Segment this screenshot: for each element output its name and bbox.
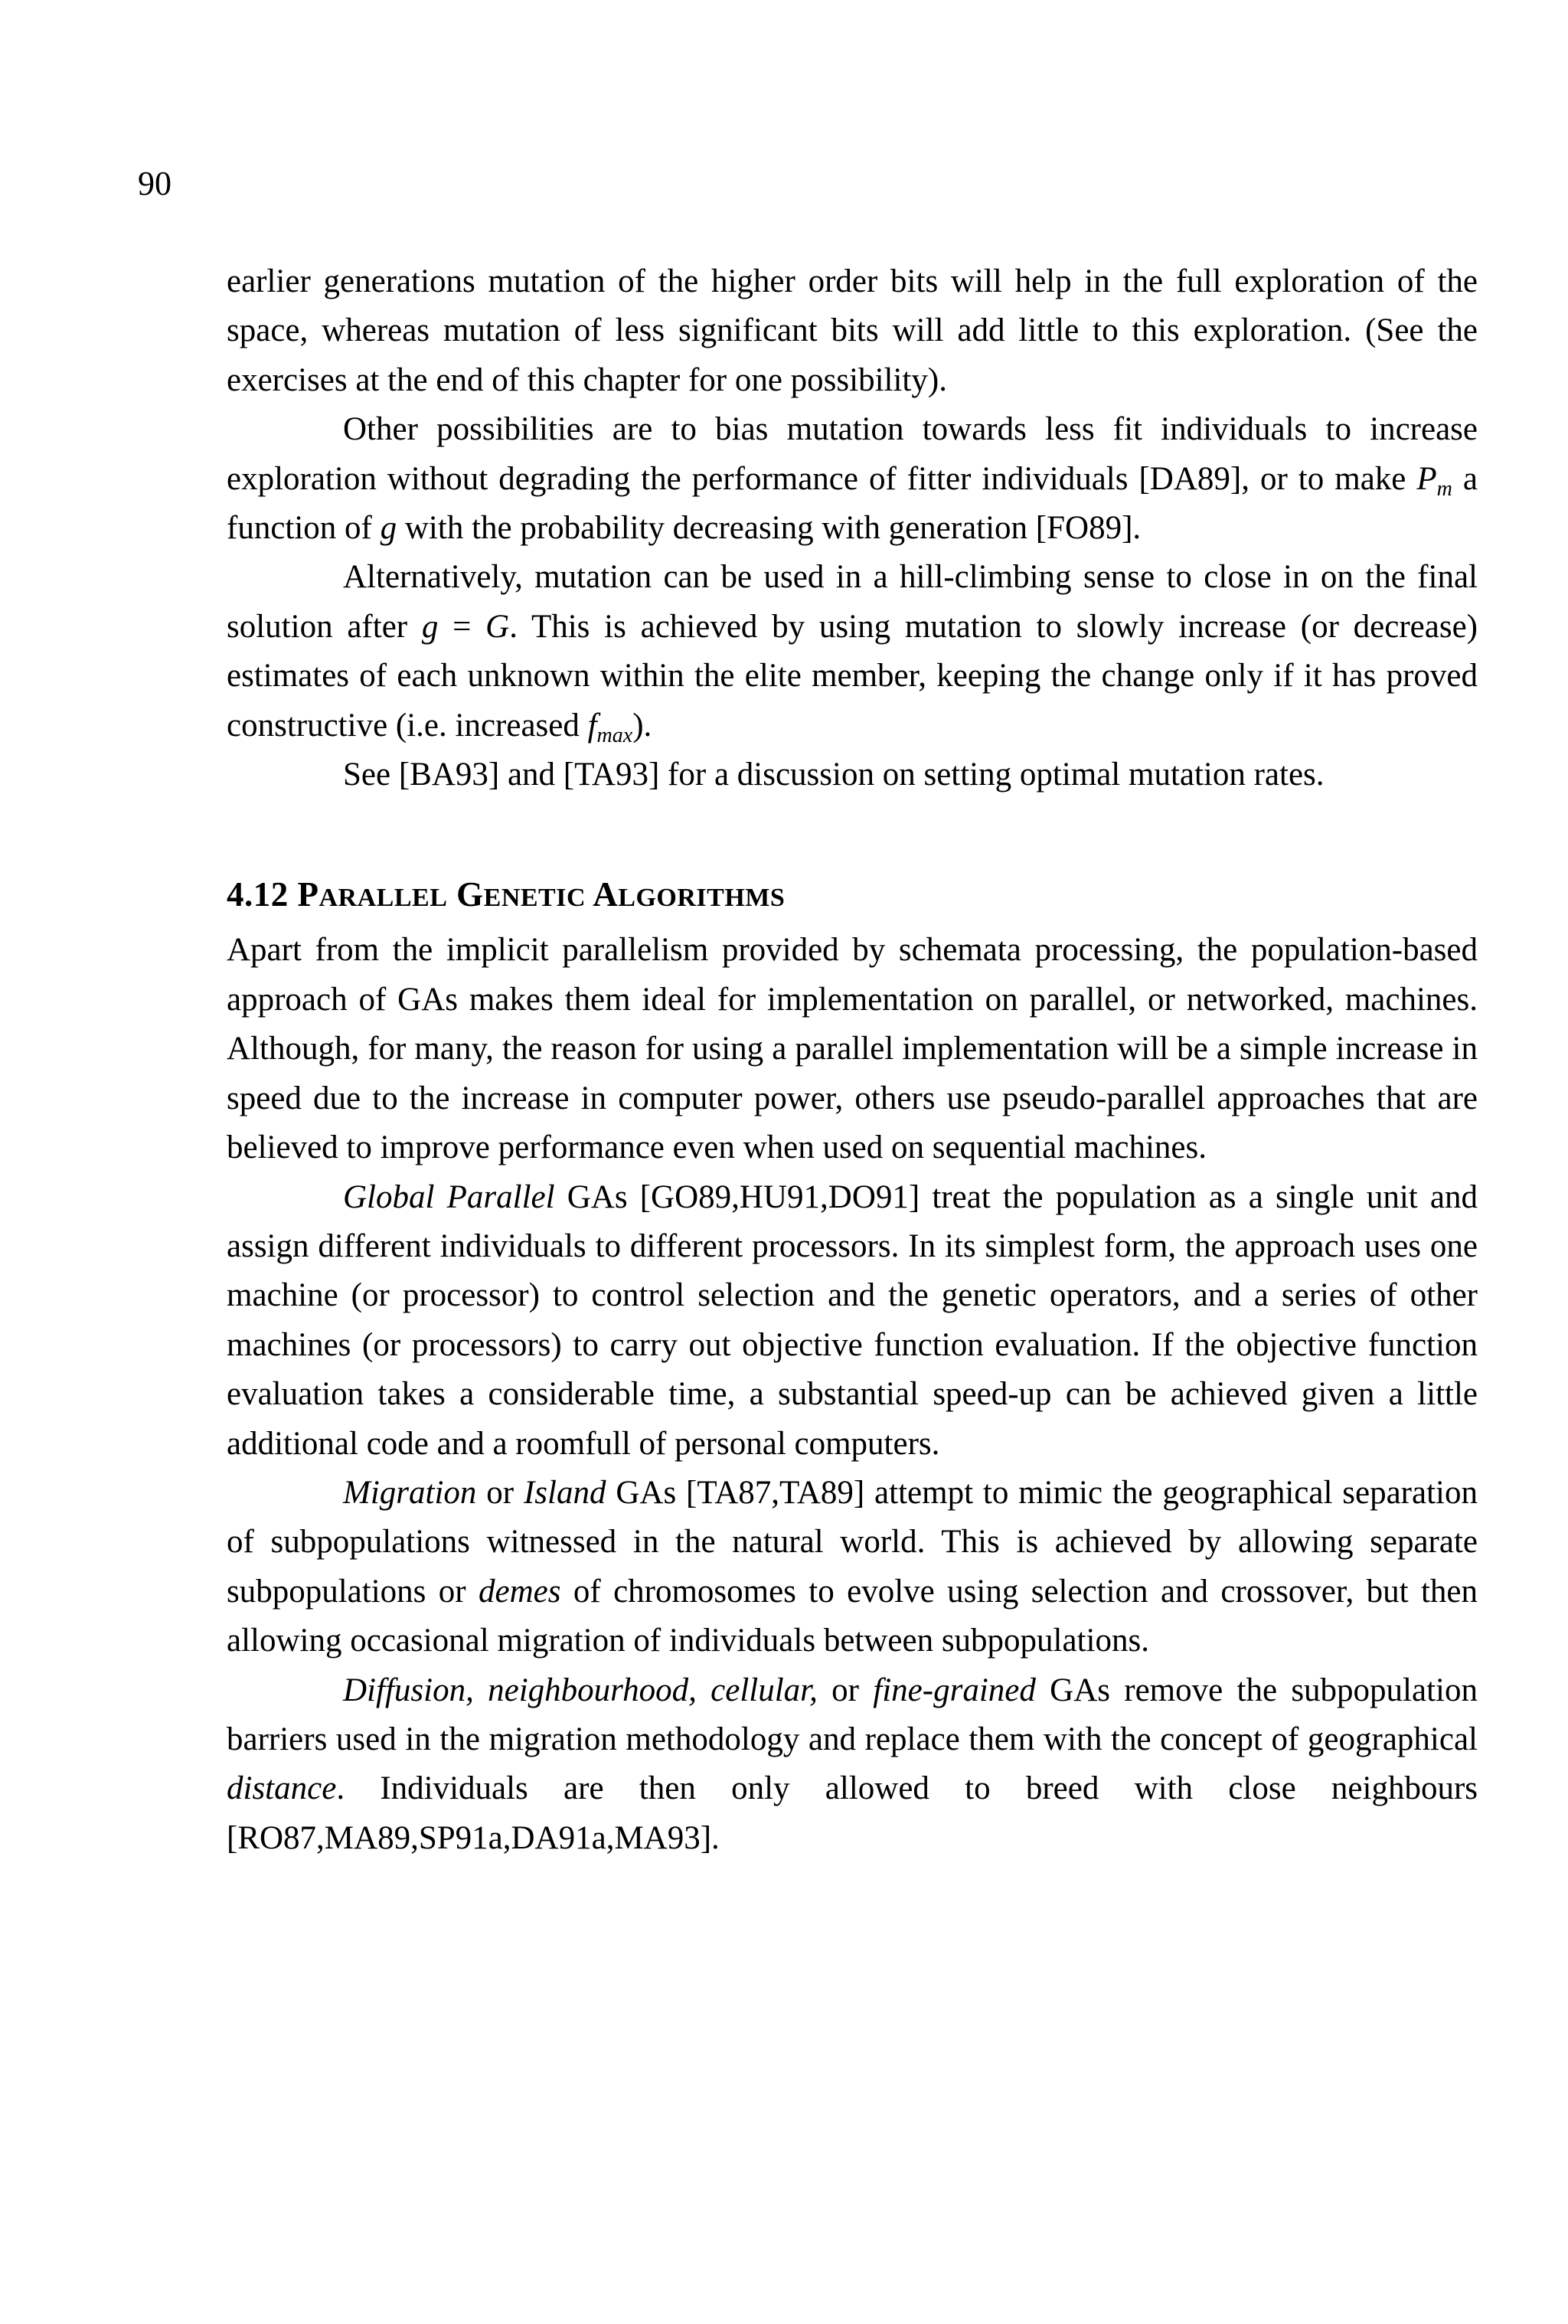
term-diffusion: Diffusion, neighbourhood, cellular, [343,1672,818,1708]
paragraph-global-parallel [227,1173,1478,1469]
text-run: a function of [227,460,1478,547]
paragraph-diffusion: Diffusion, neighbourhood, cellular, or fine-grained GAs remove the subpopulation barriers used in the migration methodology and replace them with the concept of geographical distance. Individuals are then only allowed to breed with close neighbours [RO87,MA89,SP91a,DA91a,MA93]. [227,1672,1478,1856]
variable-p: P [1416,460,1437,497]
variable-g: g [421,608,439,645]
text-run: of chromosomes to evolve using selection and crossover, but then allowing occasional migration of individuals between subpopulations. [227,1573,1478,1659]
subscript-m: m [1436,476,1452,501]
text-run: Other possibilities are to bias mutation towards less fit individuals to increase exploration without degrading the performance of fitter individuals [DA89], or to make [227,411,1478,497]
paragraph-mutation-rates: See [BA93] and [TA93] for a discussion on setting optimal mutation rates. [343,757,1325,793]
text-run: . Individuals are then only allowed to breed with close neighbours [RO87,MA89,SP91a,DA91a,MA93]. [227,1770,1478,1856]
variable-G: G [485,608,510,645]
term-global-parallel: Global Parallel [343,1178,555,1215]
variable-f: f [587,707,597,744]
section-number: 4.12 [227,875,298,914]
paragraph-migration: Migration or Island GAs [TA87,TA89] attempt to mimic the geographical separation of subpopulations witnessed in the natural world. This is achieved by allowing separate subpopulations or demes of chromosomes to evolve using selection and crossover, but then allowing occasional migration of individuals between subpopulations. [227,1474,1478,1659]
paragraph-implicit-parallelism: Apart from the implicit parallelism provided by schemata processing, the population-based approach of GAs makes them ideal for implementation on parallel, or networked, machines. Although, for many, the reason for using a parallel implementation will be a simple increase in speed due to the increase in computer power, others use pseudo-parallel approaches that are believed to improve performance even when used on sequential machines. [227,932,1478,1166]
text-run: GAs [TA87,TA89] attempt to mimic the geographical separation of subpopulations witnessed in the natural world. This is achieved by allowing separate subpopulations or [227,1474,1478,1610]
subscript-max: max [596,723,633,747]
term-migration: Migration [343,1474,477,1511]
term-fine-grained: fine-grained [873,1672,1036,1708]
text-run: Alternatively, mutation can be used in a hill-climbing sense to close in on the final solution after [227,559,1478,645]
equals-sign: = [438,608,486,645]
paragraph-hill-climbing [227,553,1478,750]
term-distance: distance [227,1770,337,1807]
paragraph-continued: earlier generations mutation of the higher order bits will help in the full exploration of the space, whereas mutation of less significant bits will add little to this exploration. (See the exercises at the end of this chapter for one possibility). [227,263,1478,398]
text-run: . This is achieved by using mutation to slowly increase (or decrease) estimates of each unknown within the elite member, keeping the change only if it has proved constructive (i.e. increased [227,608,1478,744]
page-body [227,257,1478,1863]
variable-g: g [380,510,397,547]
term-demes: demes [479,1573,561,1610]
text-run: GAs [GO89,HU91,DO91] treat the population as a single unit and assign different individuals to different processors. In its simplest form, the approach uses one machine (or processor) to control selection and the genetic operators, and a series of other machines (or processors) to carry out objective function evaluation. If the objective function evaluation takes a considerable time, a substantial speed-up can be achieved given a little additional code and a roomfull of personal computers. [227,1178,1478,1462]
text-run: with the probability decreasing with generation [FO89]. [397,510,1142,547]
term-island: Island [523,1474,606,1511]
section-heading: 4.12 PARALLEL GENETIC ALGORITHMS [227,875,786,914]
page-number: 90 [138,165,172,202]
paragraph-bias-mutation [227,405,1478,553]
text-run: GAs remove the subpopulation barriers used in the migration methodology and replace them with the concept of geographical [227,1672,1478,1757]
text-run: ). [632,707,652,744]
